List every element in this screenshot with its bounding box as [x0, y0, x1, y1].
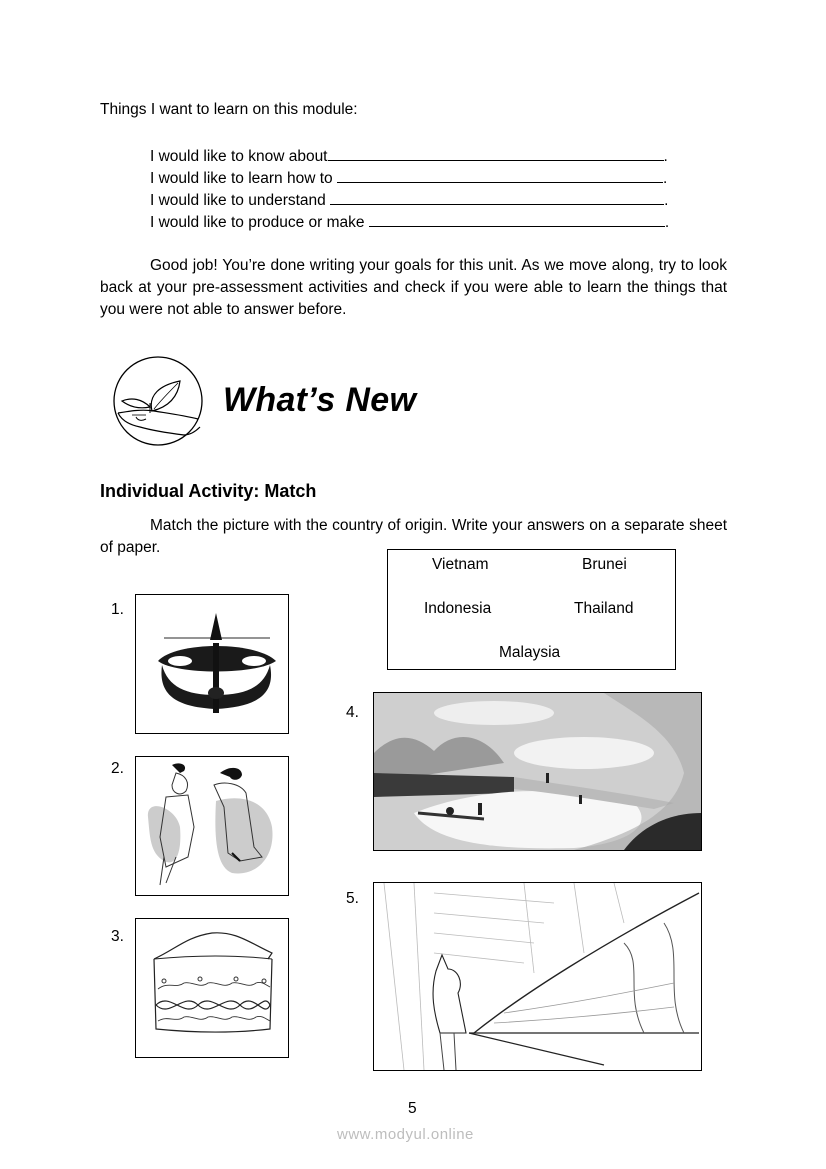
goals-intro: Things I want to learn on this module:	[100, 101, 358, 118]
item-number: 2.	[111, 760, 124, 777]
answer-blank[interactable]	[330, 188, 664, 205]
prompt-text: I would like to know about	[150, 148, 328, 165]
item-number: 5.	[346, 890, 359, 907]
item-number: 4.	[346, 704, 359, 721]
activity-instructions: Match the picture with the country of origin. Write your answers on a separate sheet of paper.	[100, 517, 727, 556]
period: .	[662, 170, 668, 187]
section-title: What’s New	[223, 381, 417, 419]
item-number: 1.	[111, 601, 124, 618]
shadow-puppets-wayang-illustration	[135, 756, 289, 896]
prompt-text: I would like to produce or make	[150, 214, 365, 231]
goals-closing: Good job! You’re done writing your goals for this unit. As we move along, try to look back at your pre-assessment activities and check if you were able to learn the things that you were not able to answer before.	[100, 257, 727, 318]
kite-wau-illustration	[135, 594, 289, 734]
prompt-text: I would like to learn how to	[150, 170, 333, 187]
country-choices-box	[387, 549, 676, 670]
goal-prompt-understand	[150, 188, 668, 212]
period: .	[663, 148, 668, 165]
hand-holding-seedling-icon	[112, 355, 204, 447]
temple-roof-figure-drawing	[373, 882, 702, 1071]
choice-brunei: Brunei	[582, 556, 627, 573]
item-number: 3.	[111, 928, 124, 945]
period: .	[664, 214, 670, 231]
activity-title: Individual Activity: Match	[100, 481, 317, 501]
songkok-cap-illustration	[135, 918, 289, 1058]
watermark: www.modyul.online	[337, 1126, 474, 1143]
choice-malaysia: Malaysia	[499, 644, 561, 661]
river-landscape-painting	[373, 692, 702, 851]
period: .	[664, 192, 669, 209]
answer-blank[interactable]	[369, 210, 665, 227]
choice-indonesia: Indonesia	[424, 600, 492, 617]
choice-thailand: Thailand	[574, 600, 634, 617]
goal-prompt-produce	[150, 210, 669, 234]
answer-blank[interactable]	[328, 144, 664, 161]
choice-vietnam: Vietnam	[432, 556, 489, 573]
prompt-text: I would like to understand	[150, 192, 326, 209]
goal-prompt-know	[150, 144, 668, 168]
answer-blank[interactable]	[337, 166, 663, 183]
goal-prompt-learn	[150, 166, 667, 190]
page-number: 5	[408, 1100, 417, 1117]
